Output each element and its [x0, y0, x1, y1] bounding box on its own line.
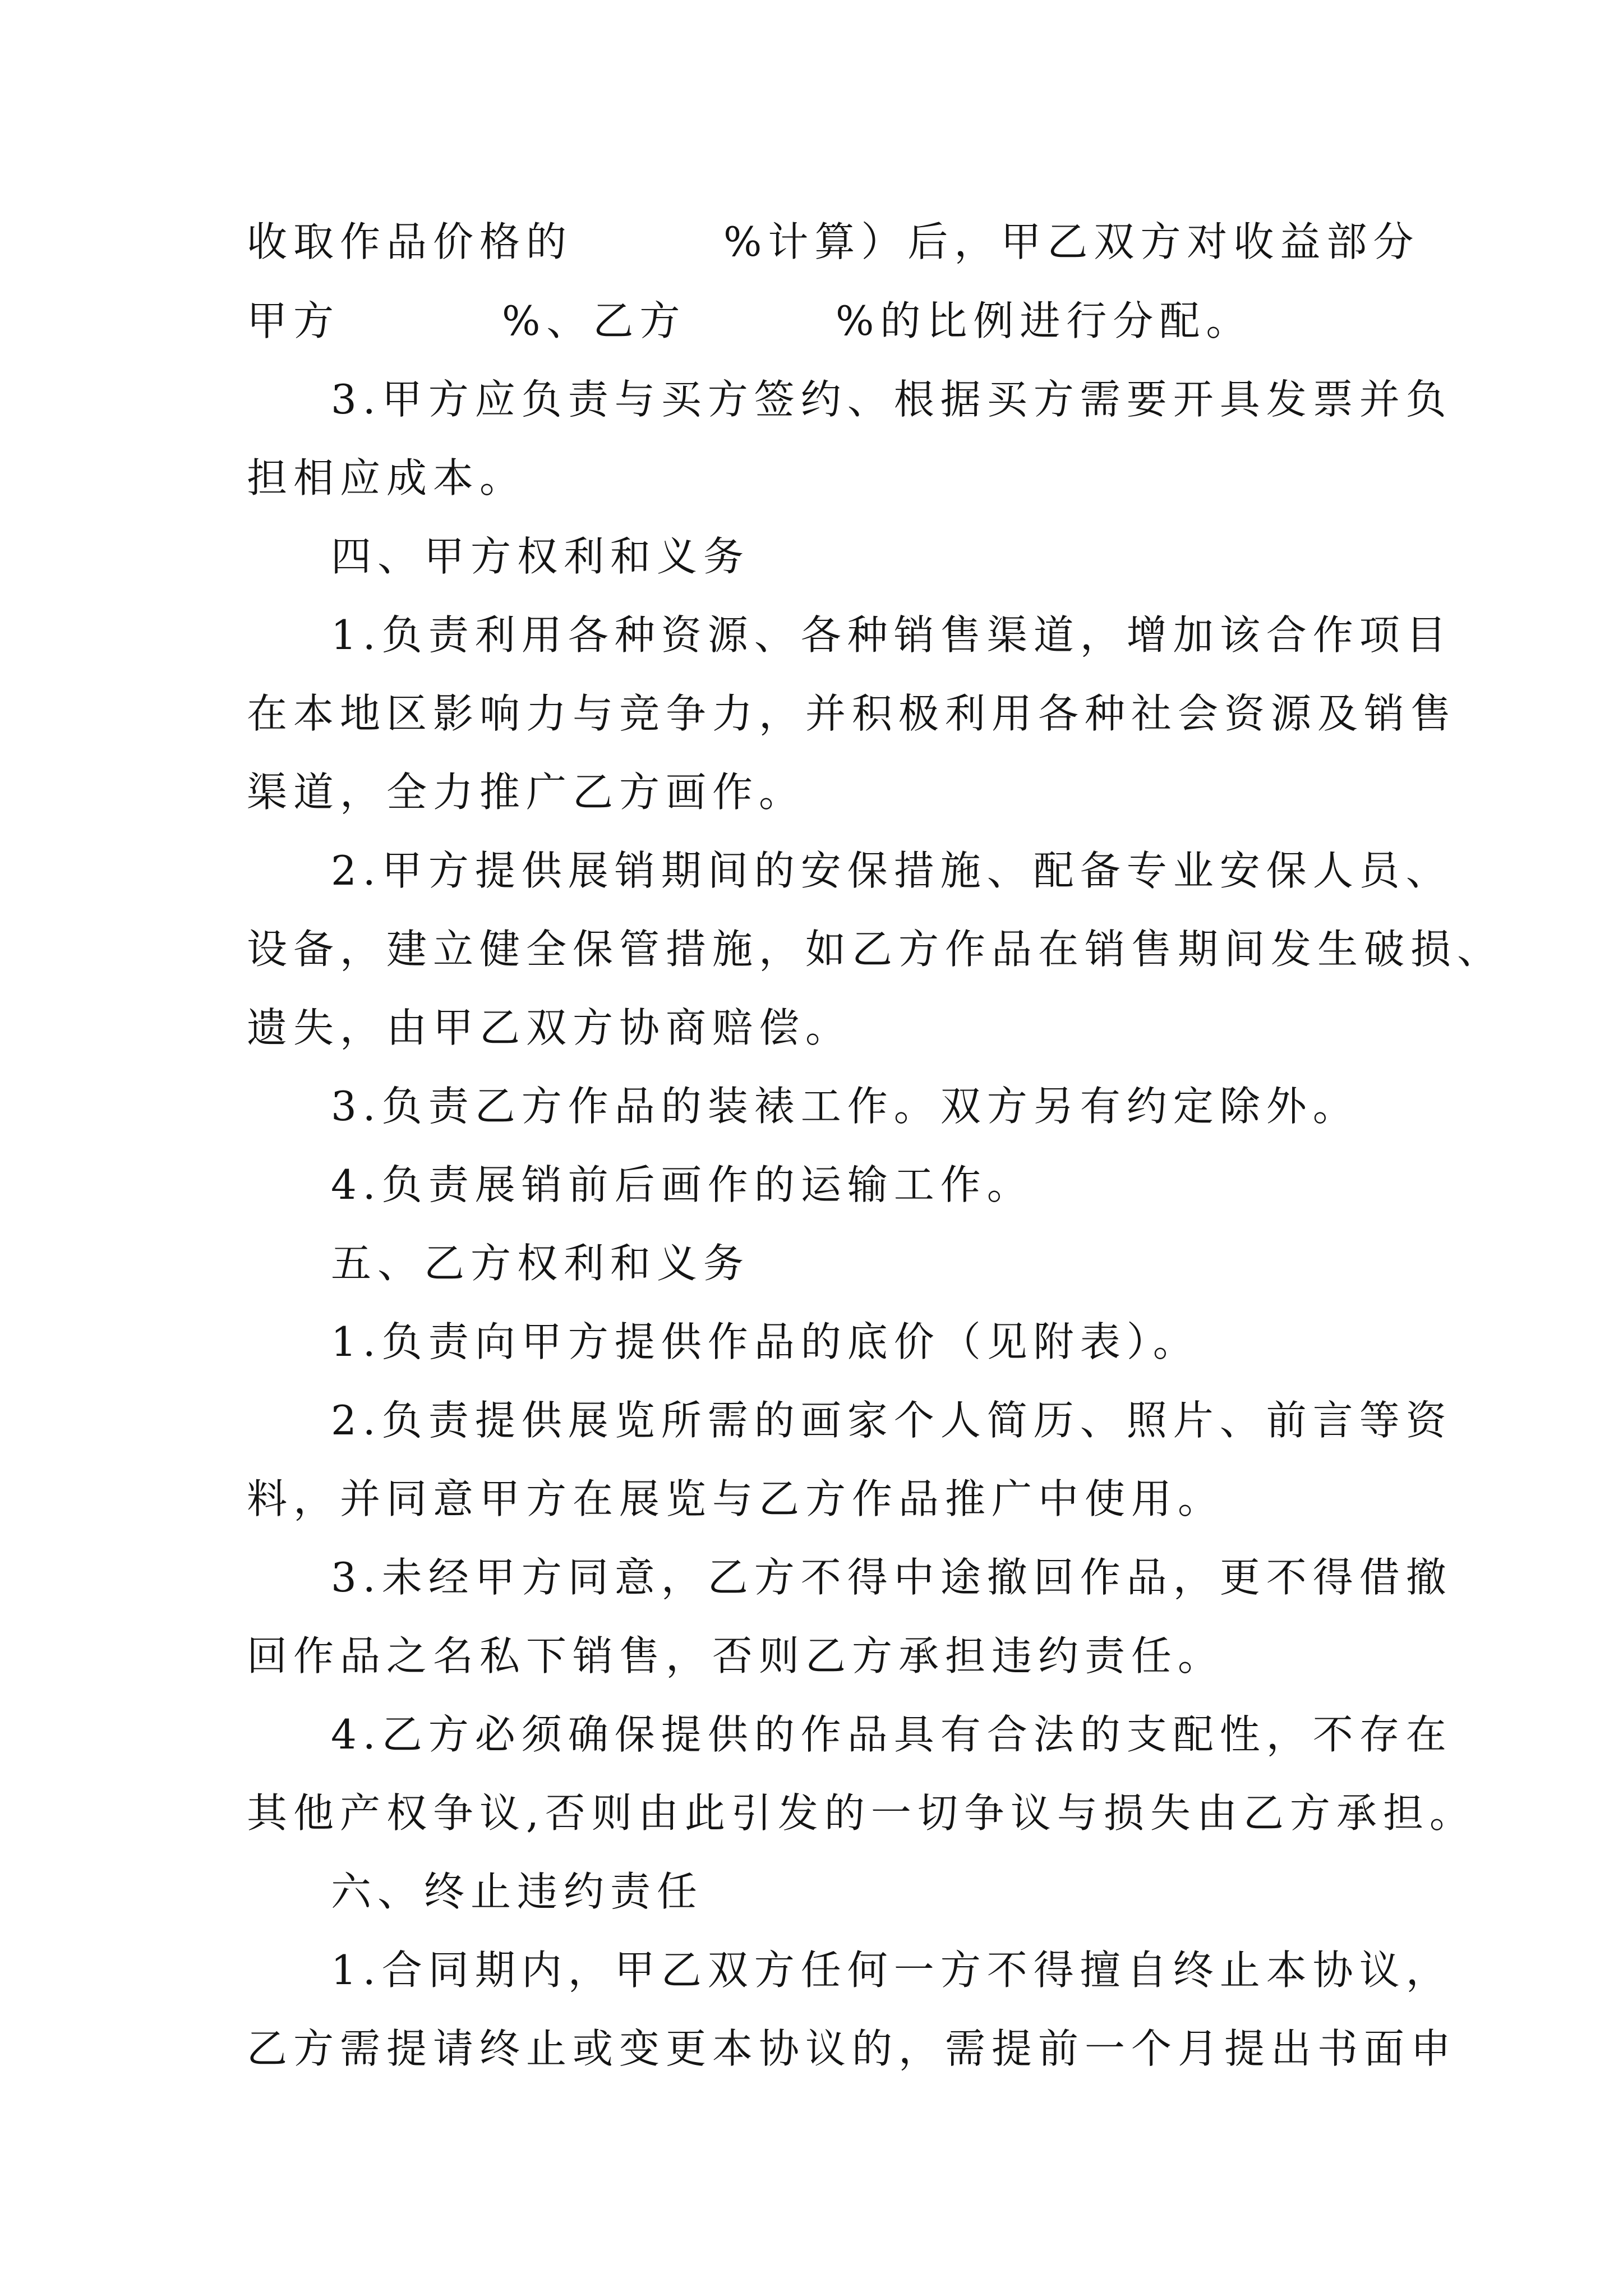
paragraph-line	[0, 761, 1623, 823]
text-segment: 3.甲方应负责与买方签约、根据买方需要开具发票并负	[331, 376, 1453, 423]
paragraph-line	[0, 683, 1623, 744]
paragraph-line	[0, 1704, 1623, 1765]
paragraph-line	[0, 447, 1623, 509]
text-segment: 料，并同意甲方在展览与乙方作品推广中使用。	[247, 1475, 1225, 1522]
text-segment: 乙方需提请终止或变更本协议的，需提前一个月提出书面申	[247, 2025, 1458, 2072]
text-segment: 4.乙方必须确保提供的作品具有合法的支配性，不存在	[331, 1711, 1453, 1758]
text-segment: 担相应成本。	[247, 454, 527, 501]
text-segment: %的比例进行分配。	[836, 297, 1253, 344]
text-segment: 五、乙方权利和义务	[331, 1240, 750, 1287]
text-segment: 甲方	[247, 297, 340, 344]
section-heading	[0, 1861, 1623, 1922]
text-segment: 六、终止违约责任	[331, 1868, 704, 1915]
paragraph-line	[0, 1154, 1623, 1216]
text-segment: 渠道，全力推广乙方画作。	[247, 769, 806, 816]
text-segment: 3.负责乙方作品的装裱工作。双方另有约定除外。	[331, 1083, 1359, 1130]
paragraph-line	[0, 290, 1623, 352]
paragraph-line	[0, 1468, 1623, 1530]
paragraph-line	[0, 604, 1623, 666]
paragraph-line	[0, 840, 1623, 901]
section-heading	[0, 526, 1623, 587]
paragraph-line	[0, 1311, 1623, 1373]
text-segment: 回作品之名私下销售，否则乙方承担违约责任。	[247, 1632, 1225, 1680]
paragraph-line	[0, 918, 1623, 980]
text-segment: 设备，建立健全保管措施，如乙方作品在销售期间发生破损、	[247, 926, 1504, 973]
text-segment: %计算）后，甲乙双方对收益部分	[723, 218, 1420, 265]
paragraph-line	[0, 1075, 1623, 1137]
paragraph-line	[0, 1939, 1623, 2001]
text-segment: %、乙方	[502, 297, 686, 344]
paragraph-line	[0, 1782, 1623, 1844]
paragraph-line	[0, 1389, 1623, 1451]
paragraph-line	[0, 997, 1623, 1059]
text-segment: 1.负责利用各种资源、各种销售渠道，增加该合作项目	[331, 611, 1453, 659]
text-segment: 在本地区影响力与竞争力，并积极利用各种社会资源及销售	[247, 690, 1458, 737]
text-segment: 四、甲方权利和义务	[331, 533, 750, 580]
paragraph-line	[0, 369, 1623, 430]
paragraph-line	[0, 1625, 1623, 1687]
text-segment: 1.合同期内，甲乙双方任何一方不得擅自终止本协议，	[331, 1947, 1453, 1994]
text-segment: 遗失，由甲乙双方协商赔偿。	[247, 1004, 852, 1051]
text-segment: 2.甲方提供展销期间的安保措施、配备专业安保人员、	[331, 847, 1453, 894]
text-segment: 2.负责提供展览所需的画家个人简历、照片、前言等资	[331, 1397, 1453, 1444]
paragraph-line	[0, 211, 1623, 273]
text-segment: 4.负责展销前后画作的运输工作。	[331, 1161, 1034, 1208]
section-heading	[0, 1232, 1623, 1294]
text-segment: 其他产权争议,否则由此引发的一切争议与损失由乙方承担。	[247, 1789, 1476, 1837]
text-segment: 1.负责向甲方提供作品的底价（见附表）。	[331, 1318, 1200, 1365]
text-segment: 收取作品价格的	[247, 218, 573, 265]
paragraph-line	[0, 1547, 1623, 1608]
paragraph-line	[0, 2018, 1623, 2079]
text-segment: 3.未经甲方同意，乙方不得中途撤回作品，更不得借撤	[331, 1554, 1453, 1601]
